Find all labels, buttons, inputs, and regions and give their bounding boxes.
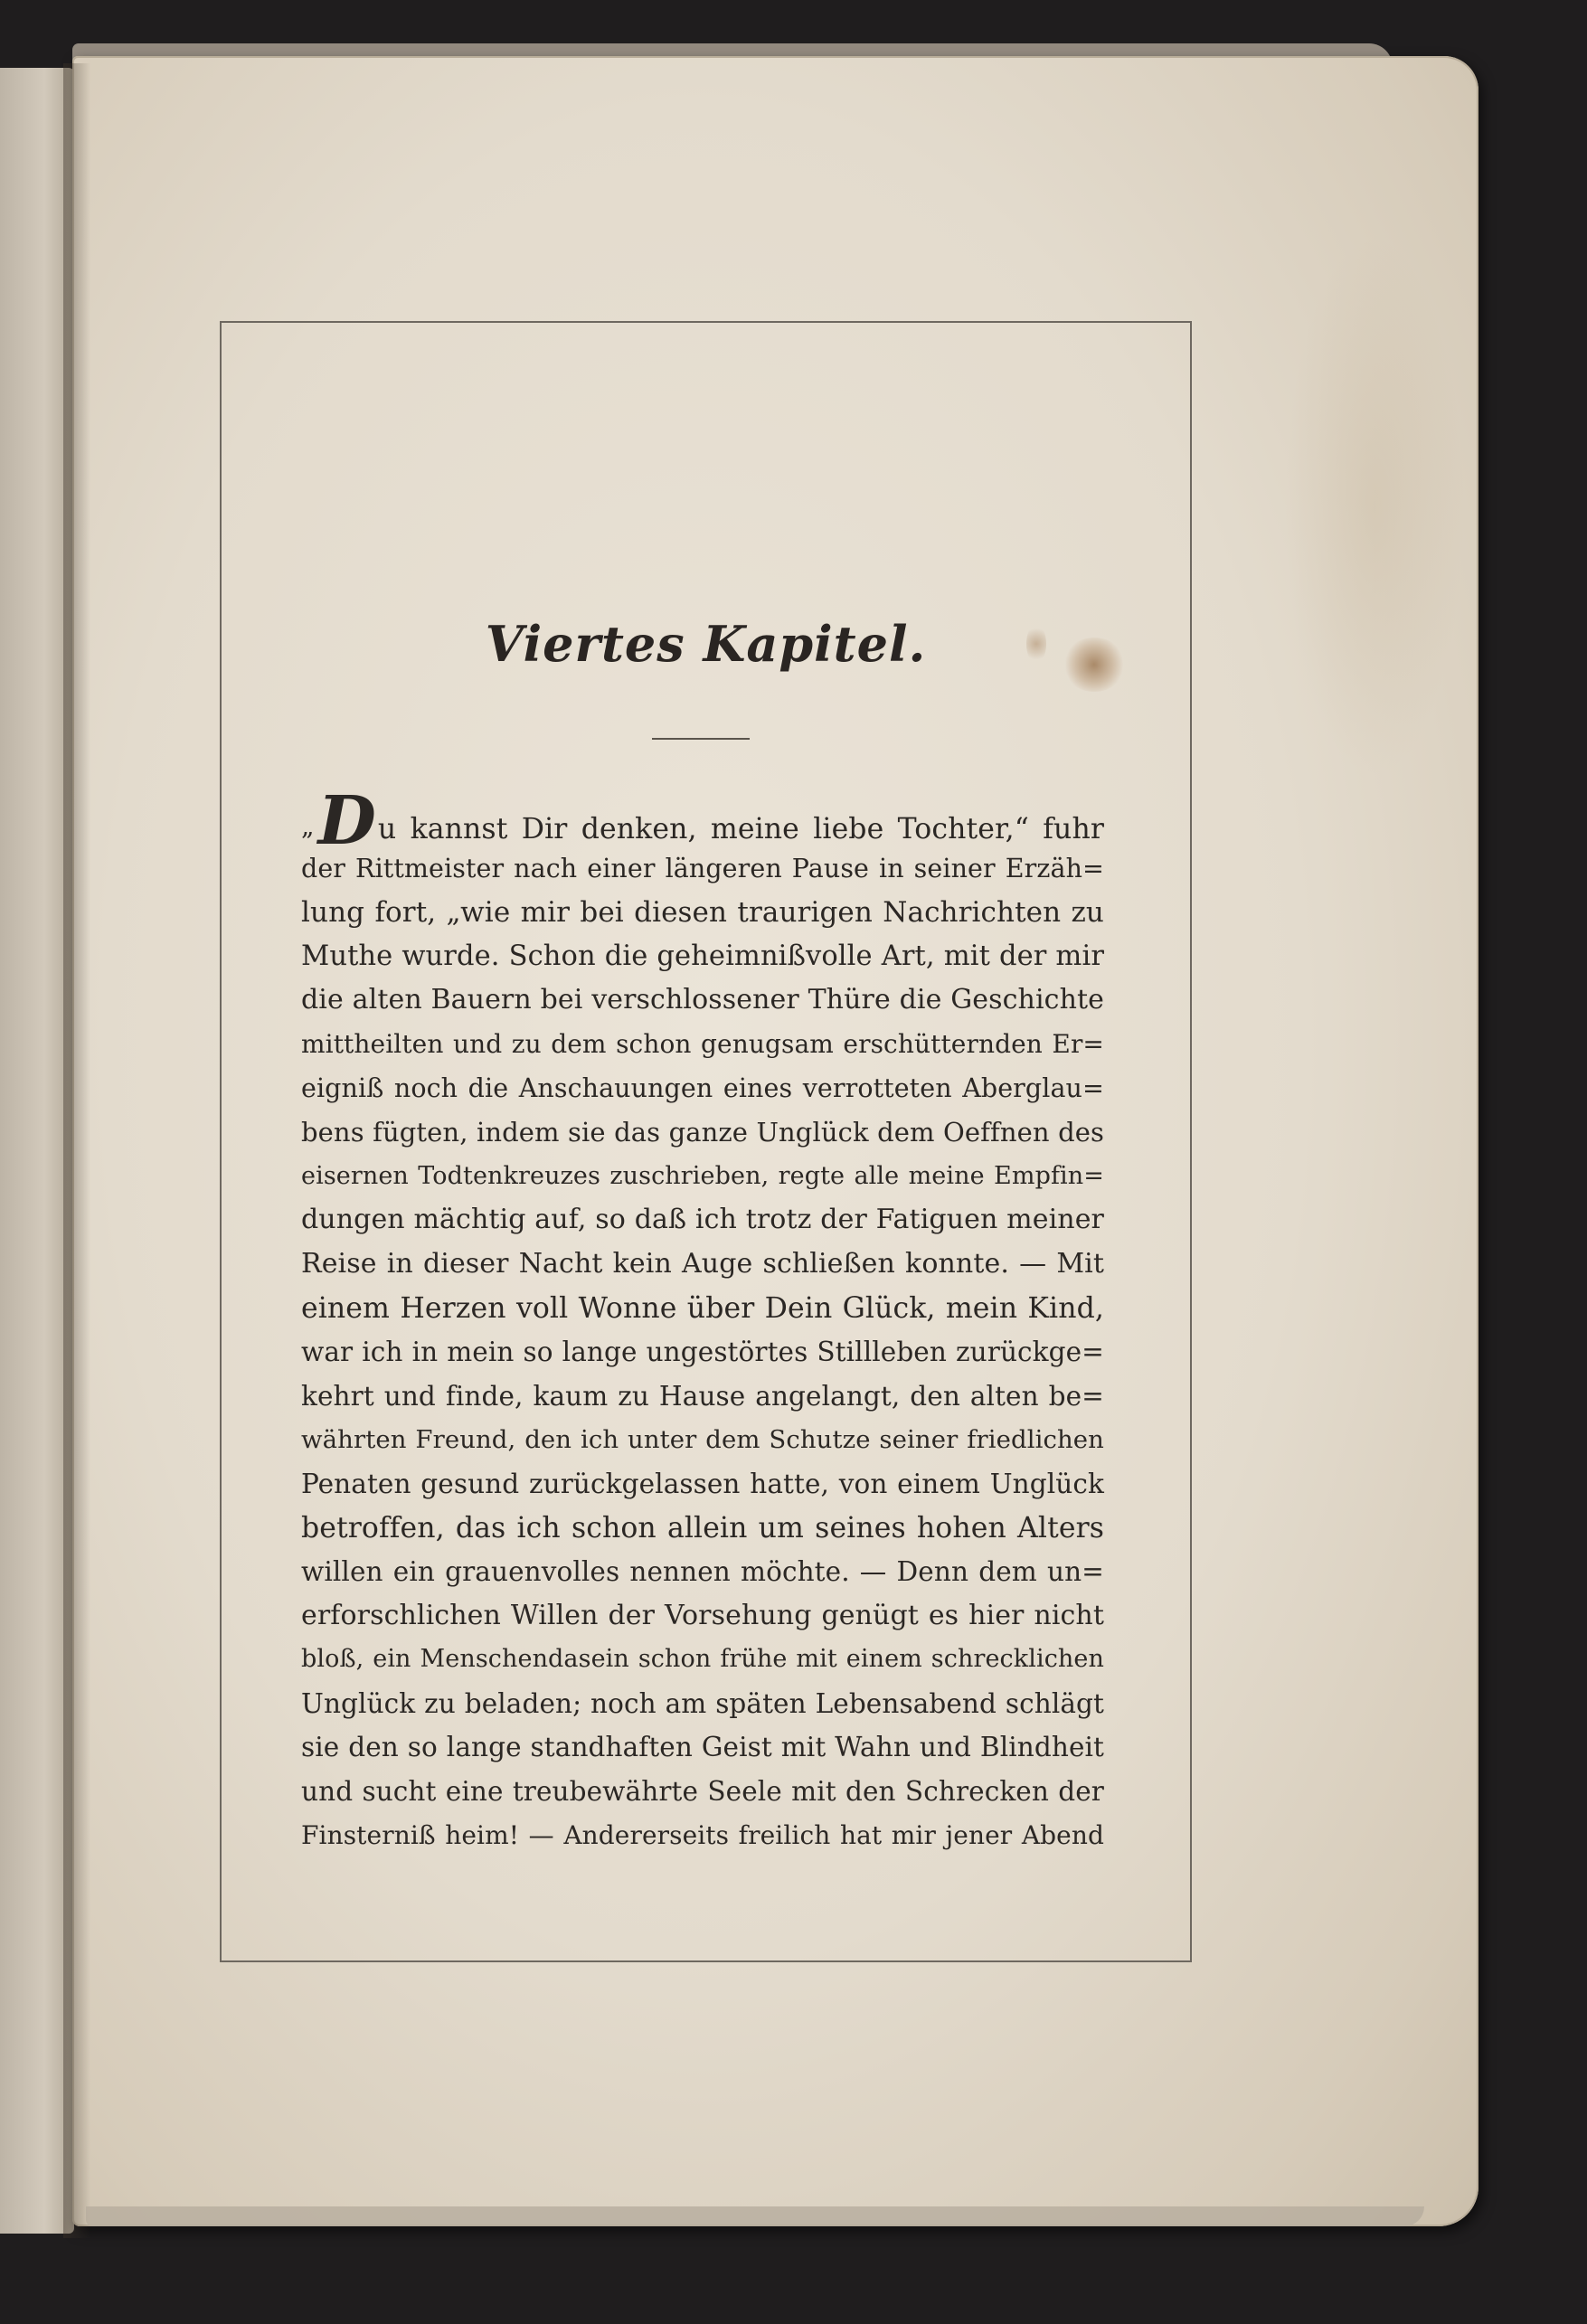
text-line: und sucht eine treubewährte Seele mit den Schrecken der: [301, 1776, 1104, 1808]
text-line: kehrt und finde, kaum zu Hause angelangt, den alten be=: [301, 1380, 1104, 1412]
text-line: bloß, ein Menschendasein schon frühe mit einem schrecklichen: [301, 1645, 1104, 1674]
text-line: eisernen Todtenkreuzes zuschrieben, regte alle meine Empfin=: [301, 1161, 1104, 1190]
page-bottom-edge: [86, 2206, 1424, 2226]
text-line: sie den so lange standhaften Geist mit Wahn und Blindheit: [301, 1732, 1104, 1763]
text-line: lung fort, „wie mir bei diesen traurigen Nachrichten zu: [301, 896, 1104, 930]
page-discoloration: [1284, 235, 1465, 778]
text-line-first: [301, 782, 1104, 860]
text-line: Reise in dieser Nacht kein Auge schließen konnte. — Mit: [301, 1247, 1104, 1280]
text-line: die alten Bauern bei verschlossener Thüre die Geschichte: [301, 984, 1104, 1016]
text-line: war ich in mein so lange ungestörtes Stillleben zurückge=: [301, 1337, 1104, 1368]
title-divider: [652, 738, 750, 740]
text-line: u kannst Dir denken, meine liebe Tochter,“ fuhr: [377, 813, 1104, 846]
text-line: Finsterniß heim! — Andererseits freilich hat mir jener Abend: [301, 1819, 1104, 1850]
text-line: einem Herzen voll Wonne über Dein Glück, mein Kind,: [301, 1291, 1104, 1325]
text-line: Muthe wurde. Schon die geheimnißvolle Art, mit der mir: [301, 940, 1104, 972]
text-line: willen ein grauenvolles nennen möchte. — Denn dem un=: [301, 1556, 1104, 1588]
text-line: Penaten gesund zurückgelassen hatte, von einem Unglück: [301, 1468, 1104, 1499]
text-line: betroffen, das ich schon allein um seines hohen Alters: [301, 1511, 1104, 1545]
spine-shadow: [63, 63, 90, 2238]
chapter-title: Viertes Kapitel.: [485, 615, 927, 673]
text-line: Unglück zu beladen; noch am späten Lebensabend schlägt: [301, 1687, 1104, 1719]
text-line: dungen mächtig auf, so daß ich trotz der Fatiguen meiner: [301, 1204, 1104, 1236]
text-line: der Rittmeister nach einer längeren Pause in seiner Erzäh=: [301, 853, 1104, 883]
drop-cap: D: [317, 782, 376, 860]
text-line: eigniß noch die Anschauungen eines verrotteten Aberglau=: [301, 1072, 1104, 1103]
text-line: mittheilten und zu dem schon genugsam erschütternden Er=: [301, 1028, 1104, 1059]
text-line: bens fügten, indem sie das ganze Unglück dem Oeffnen des: [301, 1117, 1104, 1148]
text-line: währten Freund, den ich unter dem Schutze seiner friedlichen: [301, 1425, 1104, 1455]
text-line: erforschlichen Willen der Vorsehung genügt es hier nicht: [301, 1599, 1104, 1631]
opening-quote: „: [301, 811, 315, 841]
chapter-body-text: [301, 782, 1104, 1857]
